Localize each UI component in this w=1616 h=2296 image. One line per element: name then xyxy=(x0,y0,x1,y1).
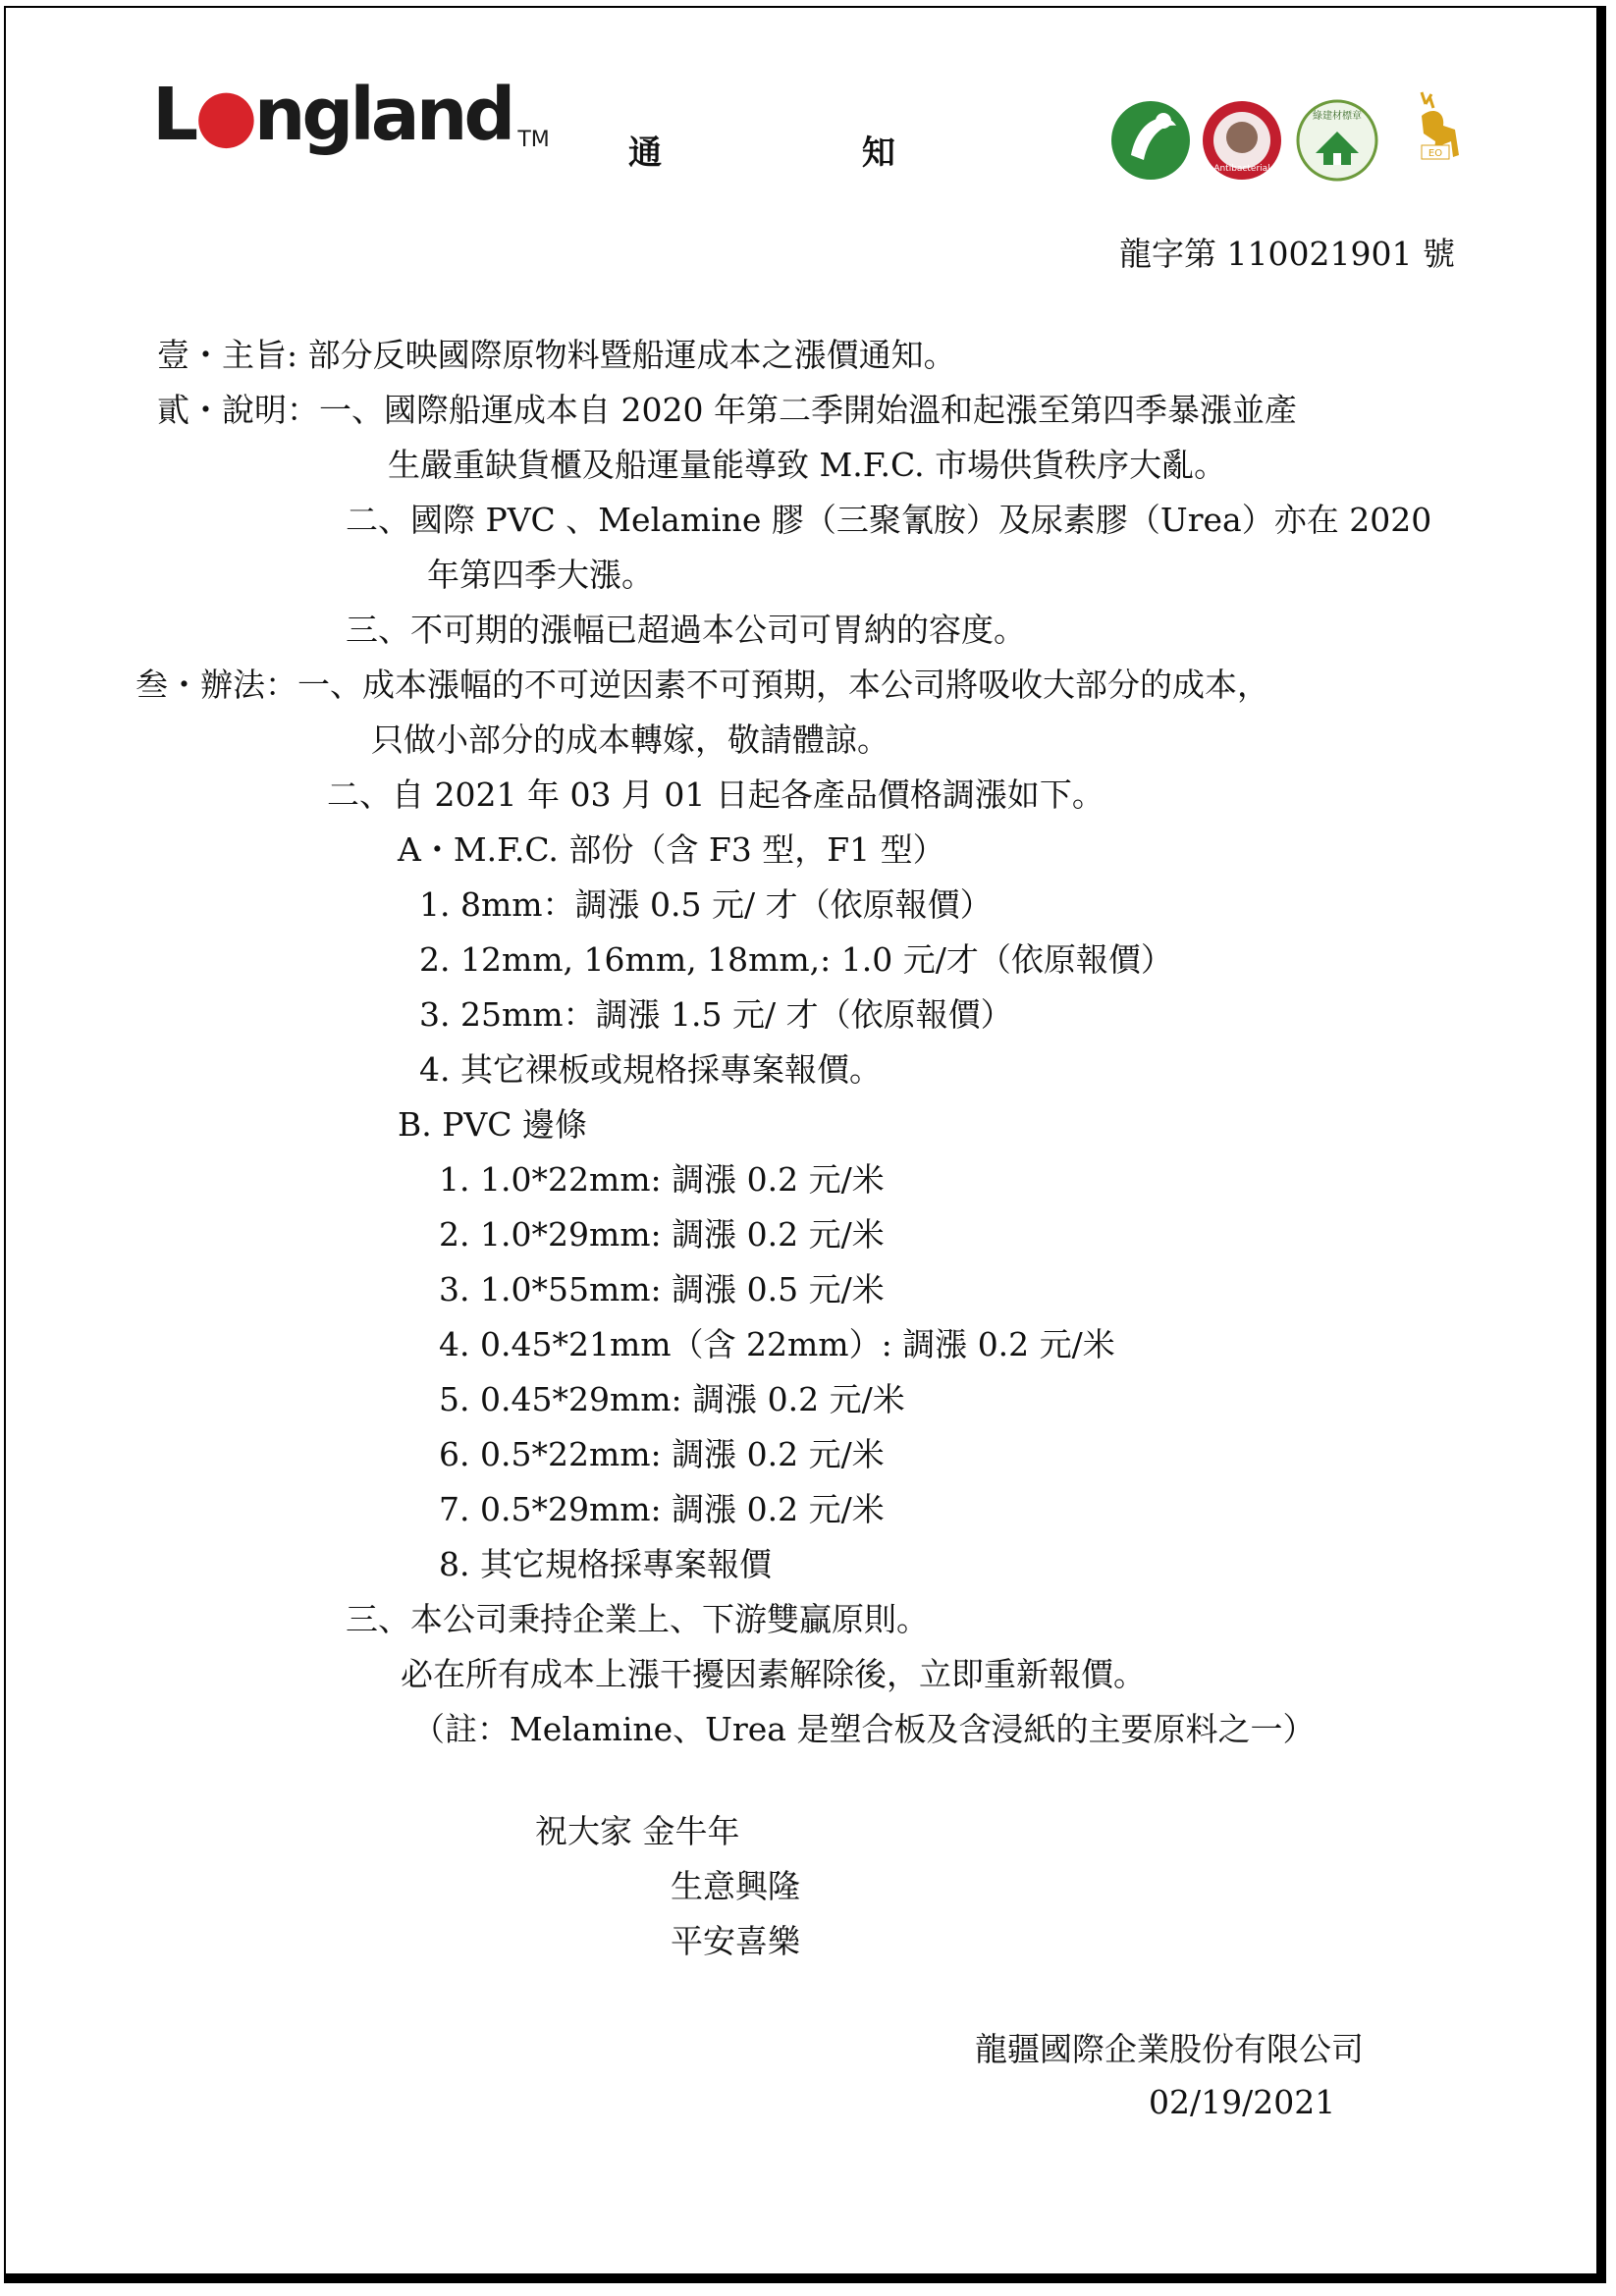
eo-label: EO xyxy=(1427,148,1443,159)
green-building-material-icon xyxy=(1298,101,1376,180)
eo-deer-icon xyxy=(1422,92,1459,159)
signature-date: 02/19/2021 xyxy=(1149,2083,1336,2121)
gbm-label: 綠建材標章 xyxy=(1313,111,1362,122)
subject-line: 壹・主旨: 部分反映國際原物料暨船運成本之漲價通知。 xyxy=(157,336,956,374)
section-heading: A・M.F.C. 部份（含 F3 型，F1 型） xyxy=(398,830,945,869)
closing-wish: 平安喜樂 xyxy=(671,1922,800,1960)
method-line: 二、自 2021 年 03 月 01 日起各產品價格調漲如下。 xyxy=(327,775,1104,814)
antibacterial-icon xyxy=(1203,101,1281,180)
explanation-line: 年第四季大漲。 xyxy=(427,556,654,594)
explanation-line: 二、國際 PVC 、Melamine 膠（三聚氰胺）及尿素膠（Urea）亦在 2020 xyxy=(346,501,1432,539)
section-heading: B. PVC 邊條 xyxy=(398,1105,588,1144)
list-item: 2. 12mm, 16mm, 18mm,: 1.0 元/才（依原報價） xyxy=(419,940,1173,979)
longland-logo xyxy=(152,73,550,157)
method-line: 必在所有成本上漲干擾因素解除後，立即重新報價。 xyxy=(401,1655,1146,1693)
closing-wish: 生意興隆 xyxy=(671,1867,800,1905)
explanation-line: 貳・說明：一、國際船運成本自 2020 年第二季開始溫和起漲至第四季暴漲並產 xyxy=(157,391,1297,429)
method-line: 叁・辦法：一、成本漲幅的不可逆因素不可預期，本公司將吸收大部分的成本， xyxy=(135,666,1269,704)
list-item: 3. 25mm：調漲 1.5 元/ 才（依原報價） xyxy=(419,995,1013,1034)
list-item: 1. 1.0*22mm: 調漲 0.2 元/米 xyxy=(439,1160,885,1199)
method-line: 只做小部分的成本轉嫁，敬請體諒。 xyxy=(371,721,889,759)
list-item: 7. 0.5*29mm: 調漲 0.2 元/米 xyxy=(439,1490,885,1528)
closing-greeting: 祝大家 金牛年 xyxy=(535,1812,740,1850)
logo-text: ngland xyxy=(253,73,512,157)
certification-badges xyxy=(1109,86,1532,194)
list-item: 8. 其它規格採專案報價 xyxy=(439,1545,772,1583)
apple-icon: ● xyxy=(194,73,254,157)
company-signature: 龍疆國際企業股份有限公司 xyxy=(975,2030,1364,2068)
logo-letter: L xyxy=(152,73,195,157)
explanation-line: 三、不可期的漲幅已超過本公司可胃納的容度。 xyxy=(346,611,1026,649)
list-item: 3. 1.0*55mm: 調漲 0.5 元/米 xyxy=(439,1270,885,1308)
list-item: 5. 0.45*29mm: 調漲 0.2 元/米 xyxy=(439,1380,905,1418)
method-line: 三、本公司秉持企業上、下游雙贏原則。 xyxy=(346,1600,929,1638)
list-item: 1. 8mm：調漲 0.5 元/ 才（依原報價） xyxy=(419,885,993,924)
list-item: 4. 其它裸板或規格採專案報價。 xyxy=(419,1050,882,1089)
list-item: 4. 0.45*21mm（含 22mm）: 調漲 0.2 元/米 xyxy=(439,1325,1115,1363)
document-number: 龍字第 110021901 號 xyxy=(1119,235,1455,273)
list-item: 6. 0.5*22mm: 調漲 0.2 元/米 xyxy=(439,1435,885,1473)
explanation-line: 生嚴重缺貨櫃及船運量能導致 M.F.C. 市場供貨秩序大亂。 xyxy=(388,446,1227,484)
trademark: TM xyxy=(517,128,550,152)
footnote: （註：Melamine、Urea 是塑合板及含浸紙的主要原料之一） xyxy=(412,1710,1316,1748)
list-item: 2. 1.0*29mm: 調漲 0.2 元/米 xyxy=(439,1215,885,1254)
antibacterial-label: Antibacterial xyxy=(1213,164,1270,174)
green-mark-icon xyxy=(1111,101,1190,180)
notice-title: 通 知 xyxy=(628,133,990,173)
